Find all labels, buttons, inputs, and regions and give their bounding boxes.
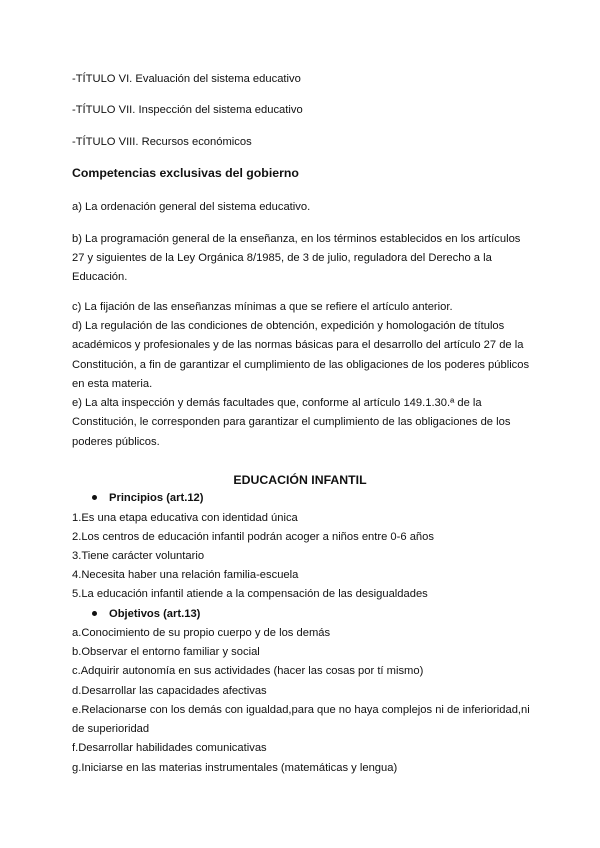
competencia-d-line: d) La regulación de las condiciones de obtención, expedición y homologación de títulos — [72, 320, 505, 332]
bullet-icon — [92, 495, 97, 500]
titulo-vi: -TÍTULO VI. Evaluación del sistema educativo — [72, 73, 301, 85]
principios-label: Principios (art.12) — [109, 492, 204, 504]
objetivo-item-line: de superioridad — [72, 723, 150, 735]
objetivo-item: a.Conocimiento de su propio cuerpo y de los demás — [72, 627, 331, 639]
competencia-b-line: Educación. — [72, 271, 128, 283]
competencia-e-line: Constitución, le corresponden para garantizar el cumplimiento de las obligaciones de los — [72, 416, 511, 428]
objetivo-item-line: e.Relacionarse con los demás con igualdad,para que no haya complejos ni de inferioridad,ni — [72, 704, 530, 716]
competencia-e-line: e) La alta inspección y demás facultades que, conforme al artículo 149.1.30.ª de la — [72, 397, 482, 409]
infantil-heading: EDUCACIÓN INFANTIL — [233, 473, 367, 487]
objetivo-item: f.Desarrollar habilidades comunicativas — [72, 742, 267, 754]
principio-item: 3.Tiene carácter voluntario — [72, 550, 205, 562]
principio-item: 2.Los centros de educación infantil podrán acoger a niños entre 0-6 años — [72, 531, 434, 543]
objetivos-label: Objetivos (art.13) — [109, 608, 201, 620]
principios-heading — [92, 491, 204, 505]
competencia-d-line: académicos y profesionales y de las normas básicas para el desarrollo del artículo 27 de la — [72, 339, 524, 351]
competencia-d-line: Constitución, a fin de garantizar el cumplimiento de las obligaciones de los poderes públicos — [72, 359, 530, 371]
titulo-vii: -TÍTULO VII. Inspección del sistema educativo — [72, 104, 303, 116]
competencia-d-line: en esta materia. — [72, 378, 153, 390]
competencia-b-line: b) La programación general de la enseñanza, en los términos establecidos en los artículos — [72, 233, 521, 245]
competencia-a: a) La ordenación general del sistema educativo. — [72, 201, 311, 213]
competencias-heading: Competencias exclusivas del gobierno — [72, 166, 299, 180]
objetivo-item: g.Iniciarse en las materias instrumentales (matemáticas y lengua) — [72, 762, 398, 774]
competencia-e-line: poderes públicos. — [72, 436, 160, 448]
principio-item: 4.Necesita haber una relación familia-escuela — [72, 569, 299, 581]
objetivo-item: b.Observar el entorno familiar y social — [72, 646, 260, 658]
titulo-viii: -TÍTULO VIII. Recursos económicos — [72, 136, 252, 148]
objetivos-heading — [92, 607, 200, 621]
principio-item: 1.Es una etapa educativa con identidad única — [72, 512, 298, 524]
principio-item: 5.La educación infantil atiende a la compensación de las desigualdades — [72, 588, 428, 600]
competencia-c: c) La fijación de las enseñanzas mínimas a que se refiere el artículo anterior. — [72, 301, 453, 313]
bullet-icon — [92, 611, 97, 616]
competencia-b-line: 27 y siguientes de la Ley Orgánica 8/1985, de 3 de julio, reguladora del Derecho a la — [72, 252, 492, 264]
objetivo-item: d.Desarrollar las capacidades afectivas — [72, 685, 267, 697]
objetivo-item: c.Adquirir autonomía en sus actividades (hacer las cosas por tí mismo) — [72, 665, 424, 677]
